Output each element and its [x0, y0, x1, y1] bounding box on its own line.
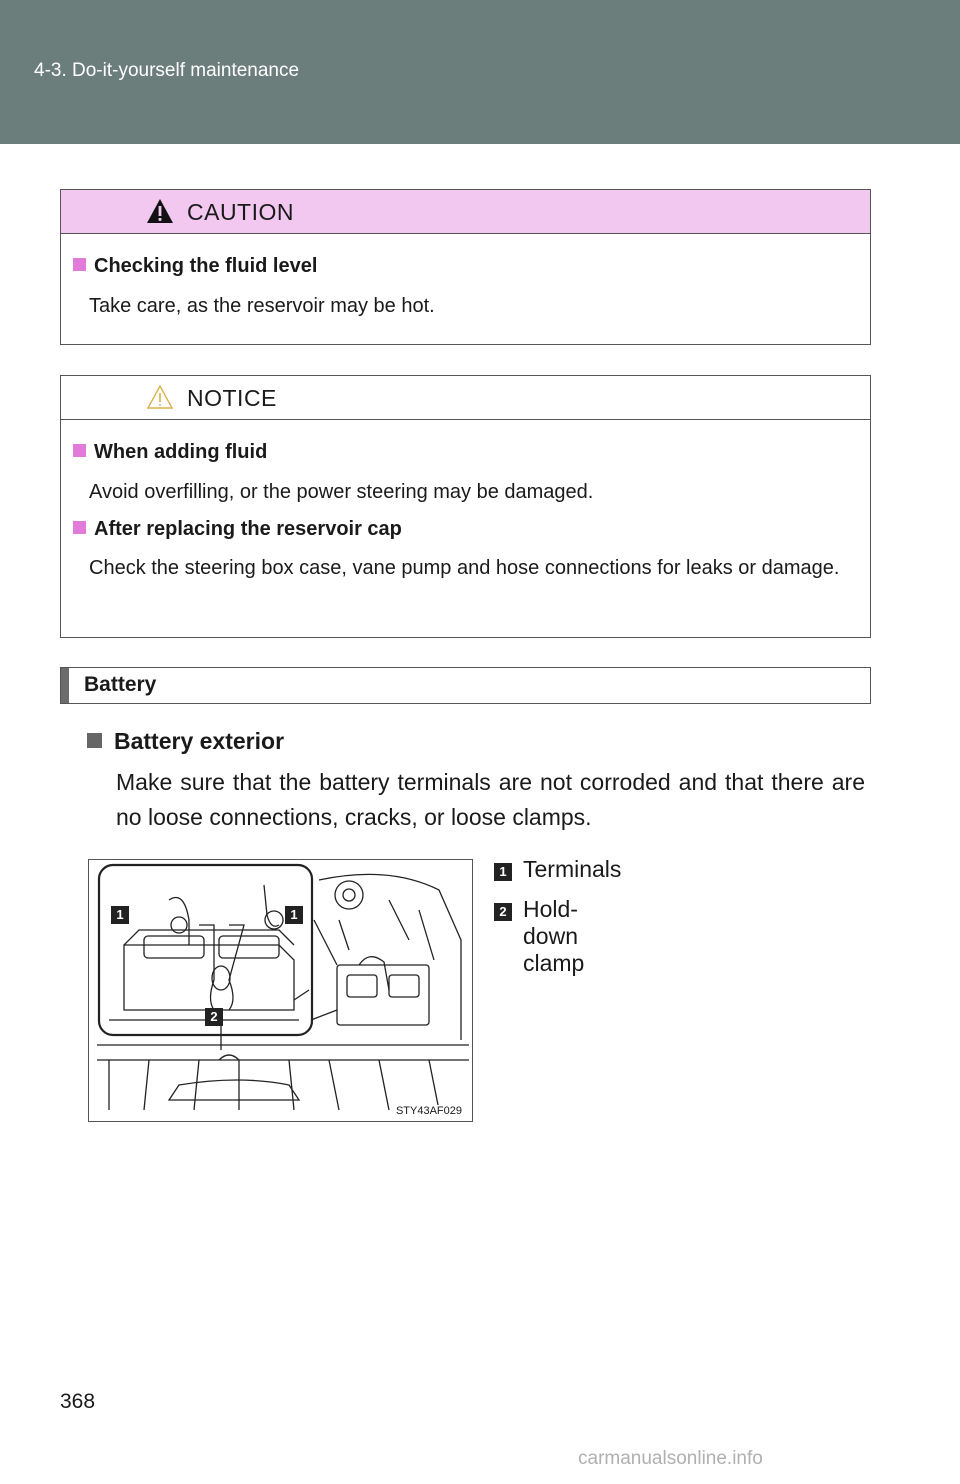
notice-box — [60, 375, 871, 638]
caution-item-body: Take care, as the reservoir may be hot. — [89, 295, 435, 317]
square-bullet-icon — [73, 444, 86, 457]
header-section-title: 4-3. Do-it-yourself maintenance — [34, 60, 300, 81]
caution-title: CAUTION — [187, 199, 294, 225]
callout-label: Terminals — [523, 856, 622, 882]
warning-outline-icon — [145, 383, 175, 417]
section-heading-bar — [60, 667, 871, 704]
figure-marker-terminal-left: 1 — [116, 907, 124, 922]
section-marker — [61, 668, 69, 703]
page-header — [0, 0, 960, 144]
battery-exterior-body: Make sure that the battery terminals are not corroded and that there are no loose connections, cracks, or loose clamps. — [116, 769, 865, 830]
notice-item-body-1: Avoid overfilling, or the power steering may be damaged. — [89, 481, 594, 503]
figure-marker-clamp: 2 — [210, 1009, 218, 1024]
callout-number-badge: 2 — [494, 903, 512, 921]
caution-title-bar — [61, 190, 870, 234]
watermark: carmanualsonline.info — [578, 1448, 763, 1469]
notice-item-body-2: Check the steering box case, vane pump and hose connections for leaks or damage. — [89, 557, 840, 579]
callout-number-badge: 1 — [494, 863, 512, 881]
page-number: 368 — [60, 1390, 96, 1413]
square-bullet-icon — [87, 733, 102, 748]
figure-marker-terminal-right: 1 — [290, 907, 298, 922]
notice-title-bar — [61, 376, 870, 420]
battery-illustration — [88, 859, 473, 1122]
battery-exterior-heading: Battery exterior — [87, 728, 284, 755]
notice-item-heading-2: After replacing the reservoir cap — [73, 518, 402, 541]
caution-item-heading: Checking the fluid level — [73, 255, 317, 278]
square-bullet-icon — [73, 521, 86, 534]
callout-label: Hold-down clamp — [523, 896, 585, 976]
square-bullet-icon — [73, 258, 86, 271]
figure-code: STY43AF029 — [395, 1105, 462, 1117]
warning-filled-icon — [145, 197, 175, 231]
notice-item-heading-1: When adding fluid — [73, 441, 267, 464]
caution-box — [60, 189, 871, 345]
section-title: Battery — [84, 673, 157, 696]
notice-title: NOTICE — [187, 385, 277, 411]
